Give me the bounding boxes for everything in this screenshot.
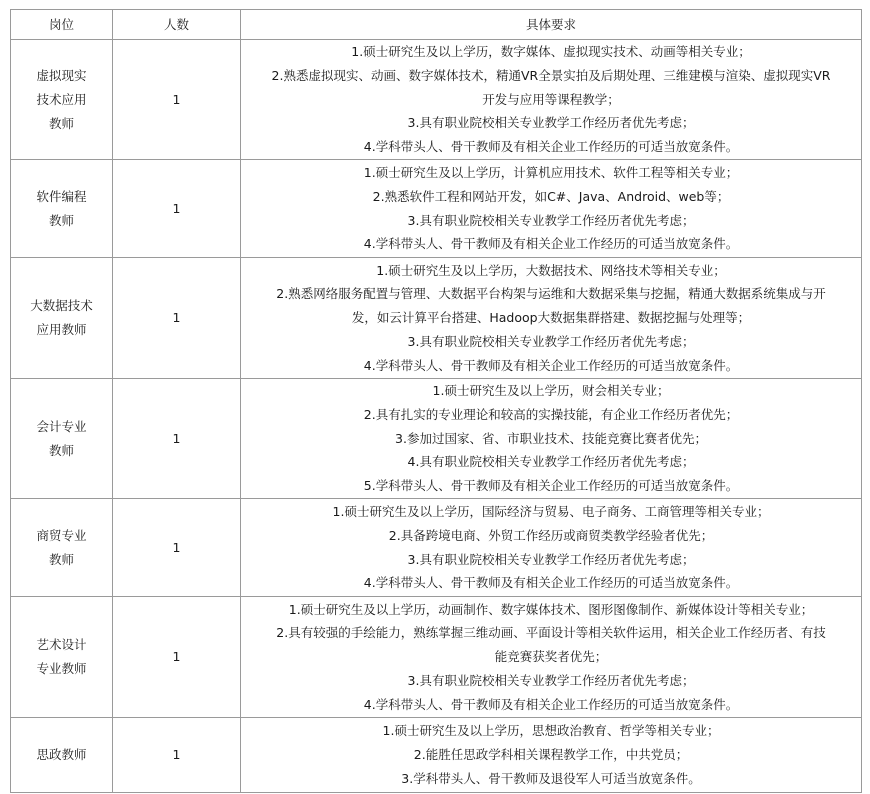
recruitment-table — [10, 9, 862, 793]
requirement-line: 3.具有职业院校相关专业教学工作经历者优先考虑； — [407, 551, 695, 567]
requirement-line: 1.硕士研究生及以上学历，数字媒体、虚拟现实技术、动画等相关专业； — [351, 44, 751, 59]
count-cell: 1 — [113, 379, 241, 499]
requirement-line: 1.硕士研究生及以上学历，大数据技术、网络技术等相关专业； — [376, 262, 726, 278]
requirement-line: 5.学科带头人、骨干教师及有相关企业工作经历的可适当放宽条件。 — [363, 478, 739, 494]
header-post: 岗位 — [11, 10, 113, 40]
table-row — [11, 40, 862, 160]
post-name-line: 艺术设计 — [36, 637, 87, 652]
requirement-line: 发，如云计算平台搭建、Hadoop大数据集群搭建、数据挖掘与处理等； — [351, 310, 751, 326]
requirements-cell — [241, 379, 862, 499]
table-row — [11, 379, 862, 499]
requirement-line: 3.参加过国家、省、市职业技术、技能竞赛比赛者优先； — [395, 430, 707, 446]
post-name-line: 教师 — [48, 115, 74, 131]
post-name-line: 软件编程 — [36, 188, 87, 204]
post-cell — [11, 379, 113, 499]
table-row — [11, 718, 862, 793]
requirements-cell — [241, 40, 862, 160]
requirement-line: 3.具有职业院校相关专业教学工作经历者优先考虑； — [407, 333, 695, 349]
requirement-line: 2.具有扎实的专业理论和较高的实操技能，有企业工作经历者优先； — [363, 406, 739, 422]
requirement-line: 3.具有职业院校相关专业教学工作经历者优先考虑； — [407, 672, 695, 688]
requirement-line: 1.硕士研究生及以上学历，国际经济与贸易、电子商务、工商管理等相关专业； — [332, 503, 770, 519]
requirement-line: 3.学科带头人、骨干教师及退役军人可适当放宽条件。 — [401, 770, 701, 786]
requirement-line: 2.能胜任思政学科相关课程教学工作，中共党员； — [413, 747, 689, 763]
post-name-line: 会计专业 — [36, 418, 87, 434]
requirement-line: 1.硕士研究生及以上学历，思想政治教育、哲学等相关专业； — [382, 723, 720, 739]
post-cell — [11, 499, 113, 597]
post-cell — [11, 160, 113, 258]
requirement-line: 1.硕士研究生及以上学历，计算机应用技术、软件工程等相关专业； — [363, 164, 739, 180]
requirements-cell — [241, 499, 862, 597]
requirement-line: 1.硕士研究生及以上学历，动画制作、数字媒体技术、图形图像制作、新媒体设计等相关专业； — [288, 601, 814, 617]
requirement-line: 3.具有职业院校相关专业教学工作经历者优先考虑； — [407, 212, 695, 228]
count-cell: 1 — [113, 258, 241, 379]
post-cell — [11, 258, 113, 379]
table-row — [11, 499, 862, 597]
requirement-line: 2.熟悉虚拟现实、动画、数字媒体技术，精通VR全景实拍及后期处理、三维建模与渲染、虚拟现实VR — [271, 67, 831, 83]
header-row — [11, 10, 862, 40]
table-row — [11, 597, 862, 718]
post-cell — [11, 40, 113, 160]
requirements-cell — [241, 160, 862, 258]
post-cell — [11, 718, 113, 793]
count-cell: 1 — [113, 718, 241, 793]
post-name-line: 商贸专业 — [36, 527, 87, 543]
post-name-line: 教师 — [48, 442, 74, 458]
requirement-line: 2.熟悉软件工程和网站开发，如C#、Java、Android、web等； — [372, 188, 730, 204]
requirements-cell — [241, 258, 862, 379]
count-cell: 1 — [113, 499, 241, 597]
count-cell: 1 — [113, 597, 241, 718]
requirement-line: 2.熟悉网络服务配置与管理、大数据平台构架与运维和大数据采集与挖掘，精通大数据系统集成与开 — [276, 286, 826, 302]
requirement-line: 2.具有较强的手绘能力，熟练掌握三维动画、平面设计等相关软件运用，相关企业工作经历者、有技 — [276, 625, 826, 641]
requirement-line: 1.硕士研究生及以上学历，财会相关专业； — [432, 383, 670, 398]
table-row — [11, 160, 862, 258]
requirement-line: 3.具有职业院校相关专业教学工作经历者优先考虑； — [407, 115, 695, 131]
header-requirements: 具体要求 — [241, 10, 862, 40]
requirement-line: 4.学科带头人、骨干教师及有相关企业工作经历的可适当放宽条件。 — [363, 575, 739, 591]
post-name-line: 虚拟现实 — [36, 67, 87, 83]
requirements-cell — [241, 597, 862, 718]
requirement-line: 4.具有职业院校相关专业教学工作经历者优先考虑； — [407, 454, 695, 470]
requirement-line: 4.学科带头人、骨干教师及有相关企业工作经历的可适当放宽条件。 — [363, 357, 739, 373]
post-name-line: 思政教师 — [36, 747, 87, 762]
header-count: 人数 — [113, 10, 241, 40]
post-name-line: 教师 — [48, 212, 74, 228]
requirement-line: 4.学科带头人、骨干教师及有相关企业工作经历的可适当放宽条件。 — [363, 696, 739, 712]
requirements-cell — [241, 718, 862, 793]
requirement-line: 4.学科带头人、骨干教师及有相关企业工作经历的可适当放宽条件。 — [363, 236, 739, 252]
requirement-line: 能竞赛获奖者优先； — [494, 649, 608, 665]
post-cell — [11, 597, 113, 718]
count-cell: 1 — [113, 160, 241, 258]
requirement-line: 开发与应用等课程教学； — [482, 91, 620, 107]
count-cell: 1 — [113, 40, 241, 160]
requirement-line: 4.学科带头人、骨干教师及有相关企业工作经历的可适当放宽条件。 — [363, 139, 739, 155]
post-name-line: 应用教师 — [36, 322, 87, 337]
post-name-line: 大数据技术 — [30, 298, 93, 313]
post-name-line: 专业教师 — [36, 661, 87, 676]
post-name-line: 技术应用 — [36, 91, 87, 107]
post-name-line: 教师 — [48, 551, 74, 567]
requirement-line: 2.具备跨境电商、外贸工作经历或商贸类教学经验者优先； — [388, 527, 714, 543]
table-row — [11, 258, 862, 379]
